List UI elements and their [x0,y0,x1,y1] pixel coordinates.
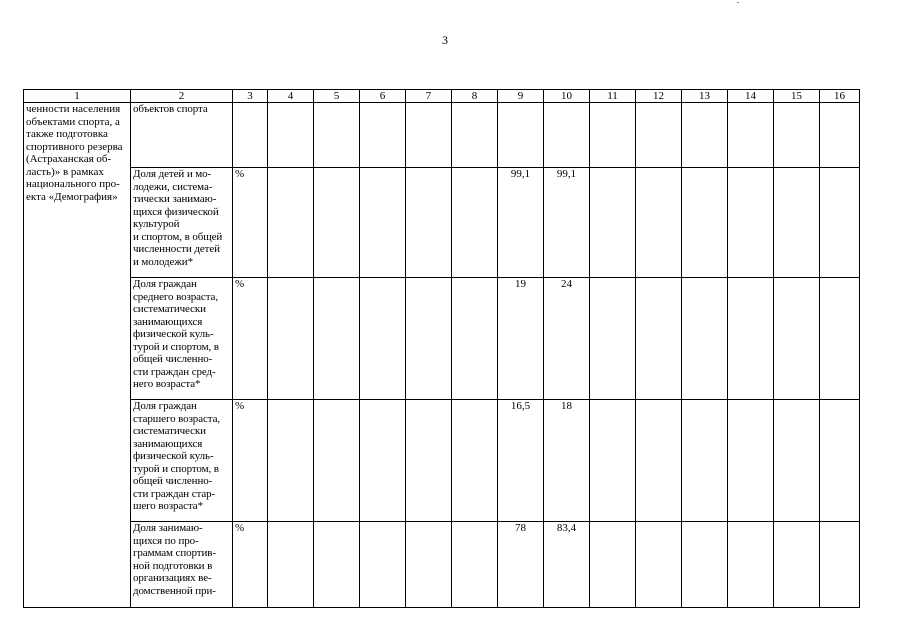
empty-cell [774,168,820,278]
empty-cell [728,168,774,278]
empty-cell [452,522,498,608]
column-number: 15 [774,90,820,103]
value-col10 [544,103,590,168]
empty-cell [774,278,820,400]
goal-line: объектами спорта, а [26,115,120,128]
indicator-line: лодежи, система- [133,180,213,193]
empty-cell [636,168,682,278]
goal-line: екта «Демография» [26,190,118,203]
column-number: 3 [233,90,268,103]
empty-cell [820,278,860,400]
unit-cell: % [233,278,268,400]
empty-cell [406,278,452,400]
empty-cell [314,278,360,400]
column-number: 6 [360,90,406,103]
empty-cell [774,400,820,522]
indicator-line: Доля граждан [133,400,197,412]
empty-cell [452,103,498,168]
indicator-line: объектов спорта [133,103,208,115]
empty-cell [360,522,406,608]
empty-cell [268,278,314,400]
empty-cell [314,400,360,522]
indicator-line: граммам спортив- [133,547,216,559]
column-number: 14 [728,90,774,103]
indicator-line: общей численно- [133,475,213,487]
table-row [24,168,860,278]
empty-cell [682,400,728,522]
column-number-header-row [24,90,860,103]
indicator-line: Доля граждан [133,278,197,290]
empty-cell [314,168,360,278]
indicator-cell [131,400,233,522]
indicator-line: занимающихся [133,315,203,328]
indicator-line: физической куль- [133,328,214,340]
value-col10: 83,4 [544,522,590,608]
indicator-line: щихся физической [133,205,219,218]
empty-cell [728,400,774,522]
goal-cell [24,103,131,608]
column-number: 7 [406,90,452,103]
table-row [24,278,860,400]
indicator-line: Доля детей и мо- [133,168,212,180]
column-number: 2 [131,90,233,103]
empty-cell [820,522,860,608]
goal-line: (Астраханская об- [26,153,112,165]
value-col9: 78 [498,522,544,608]
indicator-line: домственной при- [133,584,216,597]
unit-cell [233,103,268,168]
goal-line: национального про- [26,178,120,190]
indicator-line: Доля занимаю- [133,522,203,534]
empty-cell [360,400,406,522]
value-col10: 24 [544,278,590,400]
empty-cell [774,522,820,608]
column-number: 8 [452,90,498,103]
empty-cell [360,103,406,168]
indicator-line: физической куль- [133,450,214,462]
value-col9 [498,103,544,168]
indicators-table [23,89,860,608]
empty-cell [314,522,360,608]
indicator-line: сти граждан стар- [133,487,216,500]
indicator-line: среднего возраста, [133,290,218,303]
goal-line: также подготовка [26,128,108,140]
empty-cell [682,278,728,400]
goal-line: спортивного резерва [26,140,123,153]
empty-cell [406,400,452,522]
indicator-line: сти граждан сред- [133,365,216,378]
indicator-line: шего возраста* [133,500,203,512]
empty-cell [452,278,498,400]
empty-cell [360,168,406,278]
empty-cell [728,103,774,168]
value-col9: 19 [498,278,544,400]
unit-cell: % [233,168,268,278]
unit-cell: % [233,522,268,608]
empty-cell [268,522,314,608]
empty-cell [406,103,452,168]
table-row [24,522,860,608]
goal-line: ласть)» в рамках [26,165,104,178]
value-col9: 16,5 [498,400,544,522]
indicator-line: и молодежи* [133,255,193,268]
indicator-cell [131,522,233,608]
indicator-line: ной подготовки в [133,559,213,572]
indicator-line: численности детей [133,243,220,255]
indicator-line: систематически [133,303,206,315]
empty-cell [636,278,682,400]
column-number: 12 [636,90,682,103]
empty-cell [820,103,860,168]
page-number: 3 [442,33,448,47]
column-number: 9 [498,90,544,103]
indicator-cell [131,278,233,400]
table-row [24,400,860,522]
column-number: 10 [544,90,590,103]
column-number: 1 [24,90,131,103]
column-number: 5 [314,90,360,103]
empty-cell [360,278,406,400]
empty-cell [636,400,682,522]
empty-cell [268,400,314,522]
indicator-line: занимающихся [133,437,203,450]
indicator-line: щихся по про- [133,534,199,547]
indicator-line: общей численно- [133,353,213,365]
empty-cell [452,400,498,522]
empty-cell [590,168,636,278]
empty-cell [452,168,498,278]
empty-cell [774,103,820,168]
empty-cell [636,103,682,168]
empty-cell [590,103,636,168]
indicator-line: старшего возраста, [133,412,221,425]
empty-cell [728,278,774,400]
indicator-line: тически занимаю- [133,193,217,205]
empty-cell [590,400,636,522]
indicator-line: и спортом, в общей [133,230,223,243]
unit-cell: % [233,400,268,522]
empty-cell [820,168,860,278]
scan-speck [737,2,739,3]
indicator-line: него возраста* [133,378,201,390]
empty-cell [636,522,682,608]
empty-cell [682,103,728,168]
value-col10: 99,1 [544,168,590,278]
indicator-line: систематически [133,425,206,437]
empty-cell [682,522,728,608]
empty-cell [590,522,636,608]
column-number: 16 [820,90,860,103]
empty-cell [682,168,728,278]
indicator-line: турой и спортом, в [133,462,219,475]
indicator-cell [131,168,233,278]
indicator-line: организациях ве- [133,572,212,584]
empty-cell [268,103,314,168]
empty-cell [728,522,774,608]
column-number: 11 [590,90,636,103]
empty-cell [268,168,314,278]
column-number: 4 [268,90,314,103]
goal-line: ченности населения [26,103,121,115]
value-col10: 18 [544,400,590,522]
empty-cell [314,103,360,168]
empty-cell [406,522,452,608]
value-col9: 99,1 [498,168,544,278]
empty-cell [406,168,452,278]
indicator-line: турой и спортом, в [133,340,219,353]
indicator-cell [131,103,233,168]
table-row [24,103,860,168]
empty-cell [590,278,636,400]
column-number: 13 [682,90,728,103]
indicator-line: культурой [133,218,180,230]
empty-cell [820,400,860,522]
